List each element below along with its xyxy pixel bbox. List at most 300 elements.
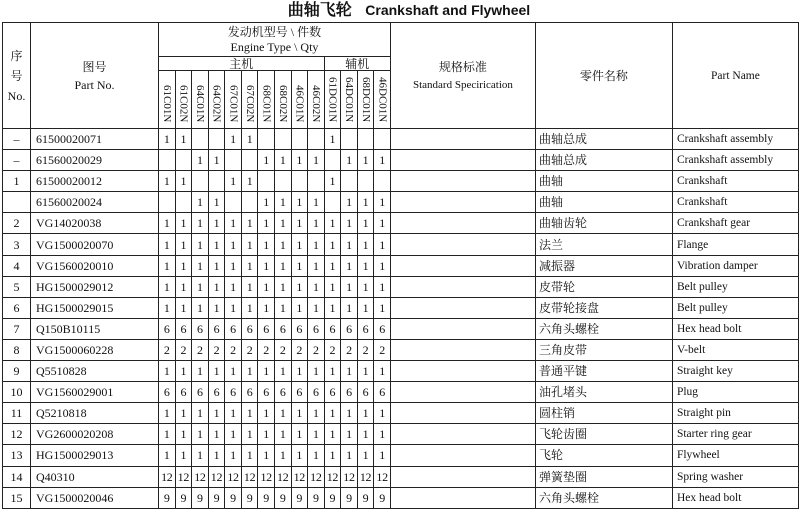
qty-cell: 1 — [208, 297, 225, 318]
qty-cell — [192, 129, 209, 150]
qty-cell: 1 — [225, 234, 242, 255]
engine-type-header — [175, 71, 192, 129]
qty-cell: 1 — [374, 403, 391, 424]
engine-type-label: 61DC01N — [326, 76, 339, 122]
qty-cell: 1 — [175, 234, 192, 255]
qty-cell: 6 — [208, 318, 225, 339]
qty-cell: 1 — [357, 297, 374, 318]
part-number: Q40310 — [31, 466, 159, 487]
qty-cell: 1 — [192, 445, 209, 466]
qty-cell: 1 — [225, 255, 242, 276]
part-name-cn: 三角皮带 — [535, 339, 672, 360]
qty-cell: 12 — [291, 466, 308, 487]
qty-cell: 12 — [159, 466, 176, 487]
qty-cell: 1 — [208, 424, 225, 445]
qty-cell: 1 — [241, 424, 258, 445]
qty-cell: 1 — [324, 234, 341, 255]
part-number: VG1500020070 — [31, 234, 159, 255]
qty-cell: 2 — [274, 339, 291, 360]
qty-cell: 9 — [374, 487, 391, 508]
qty-cell: 1 — [225, 276, 242, 297]
qty-cell: 6 — [308, 382, 325, 403]
part-name-cn: 皮带轮接盘 — [535, 297, 672, 318]
qty-cell — [357, 171, 374, 192]
spec-cell — [390, 276, 535, 297]
row-no: 5 — [3, 276, 31, 297]
qty-cell: 1 — [291, 255, 308, 276]
qty-cell: 1 — [357, 150, 374, 171]
qty-cell: 1 — [308, 297, 325, 318]
qty-cell — [258, 171, 275, 192]
qty-cell: 6 — [341, 318, 358, 339]
header-part-name-cn: 零件名称 — [535, 23, 672, 129]
part-name-cn: 曲轴 — [535, 171, 672, 192]
qty-cell: 1 — [225, 129, 242, 150]
part-number: HG1500029012 — [31, 276, 159, 297]
qty-cell: 1 — [159, 361, 176, 382]
table-row — [3, 403, 799, 424]
qty-cell: 6 — [357, 382, 374, 403]
row-no: – — [3, 150, 31, 171]
qty-cell: 1 — [225, 445, 242, 466]
row-no: 6 — [3, 297, 31, 318]
header-no — [3, 23, 31, 129]
qty-cell: 1 — [357, 276, 374, 297]
part-name-en: Straight key — [672, 361, 798, 382]
spec-cell — [390, 339, 535, 360]
part-name-en: Spring washer — [672, 466, 798, 487]
engine-type-label: 61C01N — [161, 84, 173, 122]
qty-cell: 2 — [241, 339, 258, 360]
qty-cell: 1 — [357, 361, 374, 382]
header-engine-type-cn: 发动机型号 \ 件数 — [227, 24, 322, 39]
qty-cell: 1 — [324, 445, 341, 466]
part-number: HG1500029015 — [31, 297, 159, 318]
qty-cell: 1 — [341, 192, 358, 213]
engine-type-label: 64C02N — [210, 84, 223, 122]
qty-cell: 1 — [258, 445, 275, 466]
qty-cell: 1 — [291, 150, 308, 171]
part-name-cn: 弹簧垫圈 — [535, 466, 672, 487]
spec-cell — [390, 150, 535, 171]
part-name-en: Hex head bolt — [672, 487, 798, 508]
table-row — [3, 192, 799, 213]
qty-cell: 1 — [258, 192, 275, 213]
table-row — [3, 297, 799, 318]
qty-cell: 1 — [192, 361, 209, 382]
qty-cell: 1 — [258, 403, 275, 424]
qty-cell — [274, 129, 291, 150]
qty-cell: 12 — [175, 466, 192, 487]
table-body — [3, 129, 799, 509]
qty-cell: 1 — [159, 234, 176, 255]
qty-cell: 1 — [159, 276, 176, 297]
qty-cell: 1 — [175, 129, 192, 150]
qty-cell: 1 — [374, 361, 391, 382]
qty-cell: 1 — [258, 234, 275, 255]
part-name-cn: 六角头螺栓 — [535, 487, 672, 508]
qty-cell: 2 — [374, 339, 391, 360]
part-name-en: Plug — [672, 382, 798, 403]
spec-cell — [390, 382, 535, 403]
engine-type-label: 64C01N — [194, 84, 207, 122]
qty-cell: 12 — [374, 466, 391, 487]
table-row — [3, 213, 799, 234]
part-number: VG1500020046 — [31, 487, 159, 508]
spec-cell — [390, 171, 535, 192]
qty-cell: 1 — [274, 234, 291, 255]
qty-cell: 1 — [258, 361, 275, 382]
qty-cell: 1 — [324, 171, 341, 192]
qty-cell: 9 — [159, 487, 176, 508]
table-row — [3, 129, 799, 150]
part-name-cn: 曲轴 — [535, 192, 672, 213]
part-name-en: Straight pin — [672, 403, 798, 424]
qty-cell — [324, 192, 341, 213]
qty-cell: 9 — [341, 487, 358, 508]
table-row — [3, 339, 799, 360]
qty-cell: 12 — [324, 466, 341, 487]
qty-cell: 6 — [274, 382, 291, 403]
qty-cell: 9 — [291, 487, 308, 508]
qty-cell: 2 — [208, 339, 225, 360]
qty-cell: 1 — [291, 192, 308, 213]
qty-cell: 9 — [258, 487, 275, 508]
qty-cell: 6 — [291, 382, 308, 403]
part-name-cn: 曲轴总成 — [535, 129, 672, 150]
engine-type-label: 46C02N — [310, 84, 323, 122]
qty-cell: 1 — [241, 276, 258, 297]
qty-cell — [357, 129, 374, 150]
table-row — [3, 318, 799, 339]
qty-cell: 1 — [258, 276, 275, 297]
engine-type-label: 67C02N — [243, 84, 256, 122]
part-name-cn: 皮带轮 — [535, 276, 672, 297]
qty-cell: 1 — [357, 424, 374, 445]
qty-cell: 1 — [175, 424, 192, 445]
table-row — [3, 255, 799, 276]
part-number: VG2600020208 — [31, 424, 159, 445]
qty-cell: 1 — [291, 234, 308, 255]
qty-cell: 1 — [225, 171, 242, 192]
part-name-en: Flywheel — [672, 445, 798, 466]
qty-cell: 9 — [175, 487, 192, 508]
part-name-cn: 圆柱销 — [535, 403, 672, 424]
qty-cell: 1 — [357, 234, 374, 255]
qty-cell: 1 — [308, 424, 325, 445]
qty-cell: 9 — [324, 487, 341, 508]
part-name-cn: 减振器 — [535, 255, 672, 276]
qty-cell: 1 — [175, 445, 192, 466]
qty-cell: 1 — [241, 255, 258, 276]
qty-cell: 1 — [308, 213, 325, 234]
part-name-en: Crankshaft assembly — [672, 129, 798, 150]
part-number: VG1500060228 — [31, 339, 159, 360]
qty-cell: 1 — [357, 192, 374, 213]
title-en: Crankshaft and Flywheel — [365, 2, 531, 18]
qty-cell: 1 — [274, 276, 291, 297]
spec-cell — [390, 255, 535, 276]
qty-cell: 6 — [225, 382, 242, 403]
qty-cell — [258, 129, 275, 150]
qty-cell: 6 — [208, 382, 225, 403]
qty-cell: 1 — [324, 255, 341, 276]
engine-type-label: 67C01N — [227, 84, 240, 122]
qty-cell: 1 — [274, 297, 291, 318]
row-no: 9 — [3, 361, 31, 382]
spec-cell — [390, 424, 535, 445]
qty-cell: 1 — [291, 424, 308, 445]
qty-cell: 1 — [225, 361, 242, 382]
qty-cell: 6 — [291, 318, 308, 339]
qty-cell: 2 — [291, 339, 308, 360]
qty-cell: 1 — [324, 297, 341, 318]
qty-cell: 1 — [324, 213, 341, 234]
qty-cell: 1 — [374, 255, 391, 276]
qty-cell: 1 — [324, 276, 341, 297]
qty-cell: 9 — [308, 487, 325, 508]
part-name-en: Hex head bolt — [672, 318, 798, 339]
row-no: 15 — [3, 487, 31, 508]
qty-cell: 1 — [324, 403, 341, 424]
qty-cell: 6 — [175, 318, 192, 339]
table-header — [3, 23, 799, 129]
header-engine-type — [159, 23, 391, 57]
qty-cell: 1 — [324, 424, 341, 445]
part-name-en: Crankshaft assembly — [672, 150, 798, 171]
qty-cell: 1 — [159, 171, 176, 192]
qty-cell: 1 — [341, 297, 358, 318]
qty-cell: 1 — [291, 403, 308, 424]
qty-cell: 1 — [341, 150, 358, 171]
qty-cell: 1 — [159, 129, 176, 150]
qty-cell: 1 — [357, 255, 374, 276]
part-name-en: Vibration damper — [672, 255, 798, 276]
qty-cell: 1 — [308, 361, 325, 382]
qty-cell: 1 — [308, 445, 325, 466]
qty-cell: 2 — [357, 339, 374, 360]
qty-cell: 1 — [357, 445, 374, 466]
row-no: 3 — [3, 234, 31, 255]
qty-cell: 1 — [241, 361, 258, 382]
qty-cell: 1 — [274, 192, 291, 213]
spec-cell — [390, 234, 535, 255]
part-number: VG1560029001 — [31, 382, 159, 403]
qty-cell: 1 — [175, 276, 192, 297]
qty-cell: 1 — [274, 403, 291, 424]
spec-cell — [390, 403, 535, 424]
header-no-en: No. — [7, 88, 26, 103]
engine-type-header — [208, 71, 225, 129]
qty-cell: 6 — [341, 382, 358, 403]
qty-cell: 1 — [192, 276, 209, 297]
qty-cell: 1 — [241, 297, 258, 318]
engine-type-header — [241, 71, 258, 129]
qty-cell: 6 — [225, 318, 242, 339]
parts-table — [2, 22, 799, 509]
part-name-cn: 飞轮齿圈 — [535, 424, 672, 445]
qty-cell: 1 — [192, 403, 209, 424]
engine-type-header — [274, 71, 291, 129]
row-no: – — [3, 129, 31, 150]
row-no: 4 — [3, 255, 31, 276]
part-number: 61500020071 — [31, 129, 159, 150]
qty-cell: 1 — [324, 361, 341, 382]
qty-cell: 1 — [192, 192, 209, 213]
part-name-en: Belt pulley — [672, 297, 798, 318]
qty-cell: 1 — [341, 361, 358, 382]
table-row — [3, 171, 799, 192]
qty-cell: 6 — [324, 382, 341, 403]
qty-cell: 6 — [308, 318, 325, 339]
qty-cell: 1 — [374, 150, 391, 171]
part-number: Q150B10115 — [31, 318, 159, 339]
qty-cell: 1 — [159, 403, 176, 424]
qty-cell — [175, 192, 192, 213]
qty-cell: 1 — [341, 445, 358, 466]
qty-cell: 9 — [192, 487, 209, 508]
row-no: 13 — [3, 445, 31, 466]
qty-cell — [291, 129, 308, 150]
qty-cell: 1 — [341, 213, 358, 234]
engine-type-header — [159, 71, 176, 129]
qty-cell: 1 — [159, 445, 176, 466]
engine-type-header — [357, 71, 374, 129]
row-no — [3, 192, 31, 213]
header-engine-type-en: Engine Type \ Qty — [230, 39, 319, 54]
qty-cell — [192, 171, 209, 192]
spec-cell — [390, 487, 535, 508]
header-spec-cn: 规格标准 — [438, 59, 487, 74]
part-number: 61560020029 — [31, 150, 159, 171]
qty-cell: 1 — [258, 255, 275, 276]
engine-type-header — [324, 71, 341, 129]
qty-cell: 6 — [374, 318, 391, 339]
qty-cell: 6 — [159, 318, 176, 339]
qty-cell: 1 — [175, 255, 192, 276]
part-number: HG1500029013 — [31, 445, 159, 466]
qty-cell: 1 — [308, 255, 325, 276]
header-part-no-en: Part No. — [74, 77, 115, 92]
qty-cell: 1 — [208, 361, 225, 382]
qty-cell: 6 — [192, 318, 209, 339]
qty-cell — [225, 192, 242, 213]
qty-cell: 1 — [274, 361, 291, 382]
engine-type-label: 46DC01N — [376, 76, 389, 122]
spec-cell — [390, 297, 535, 318]
spec-cell — [390, 361, 535, 382]
qty-cell: 2 — [192, 339, 209, 360]
qty-cell: 1 — [175, 403, 192, 424]
qty-cell: 1 — [225, 424, 242, 445]
part-number: 61500020012 — [31, 171, 159, 192]
part-name-en: Starter ring gear — [672, 424, 798, 445]
part-name-en: Belt pulley — [672, 276, 798, 297]
table-row — [3, 361, 799, 382]
qty-cell: 1 — [291, 276, 308, 297]
qty-cell: 1 — [159, 297, 176, 318]
qty-cell: 6 — [357, 318, 374, 339]
qty-cell: 1 — [324, 129, 341, 150]
row-no: 8 — [3, 339, 31, 360]
row-no: 7 — [3, 318, 31, 339]
qty-cell: 6 — [192, 382, 209, 403]
qty-cell: 1 — [192, 213, 209, 234]
qty-cell: 6 — [159, 382, 176, 403]
engine-type-label: 68C02N — [276, 84, 289, 122]
qty-cell: 6 — [258, 318, 275, 339]
qty-cell: 1 — [225, 213, 242, 234]
qty-cell: 9 — [274, 487, 291, 508]
table-row — [3, 466, 799, 487]
qty-cell: 1 — [258, 424, 275, 445]
qty-cell: 1 — [192, 424, 209, 445]
qty-cell: 1 — [208, 445, 225, 466]
title-cn: 曲轴飞轮 — [287, 2, 352, 19]
qty-cell: 6 — [241, 382, 258, 403]
qty-cell: 1 — [192, 150, 209, 171]
row-no: 11 — [3, 403, 31, 424]
qty-cell: 12 — [357, 466, 374, 487]
qty-cell: 6 — [324, 318, 341, 339]
table-row — [3, 276, 799, 297]
engine-type-label: 68C01N — [260, 84, 273, 122]
engine-type-header — [291, 71, 308, 129]
table-row — [3, 445, 799, 466]
qty-cell: 1 — [357, 403, 374, 424]
engine-type-label: 46C01N — [293, 84, 306, 122]
qty-cell — [308, 129, 325, 150]
qty-cell: 1 — [159, 424, 176, 445]
qty-cell — [159, 192, 176, 213]
row-no: 2 — [3, 213, 31, 234]
qty-cell: 1 — [208, 150, 225, 171]
engine-type-header — [341, 71, 358, 129]
qty-cell: 1 — [208, 255, 225, 276]
spec-cell — [390, 213, 535, 234]
qty-cell: 1 — [208, 213, 225, 234]
qty-cell: 1 — [208, 276, 225, 297]
qty-cell: 2 — [324, 339, 341, 360]
qty-cell: 12 — [341, 466, 358, 487]
qty-cell: 6 — [374, 382, 391, 403]
qty-cell: 1 — [175, 297, 192, 318]
qty-cell: 9 — [225, 487, 242, 508]
part-number: 61560020024 — [31, 192, 159, 213]
qty-cell — [341, 171, 358, 192]
qty-cell: 1 — [225, 403, 242, 424]
qty-cell: 1 — [274, 424, 291, 445]
header-spec-en: Standard Specirication — [412, 78, 513, 91]
spec-cell — [390, 318, 535, 339]
qty-cell: 1 — [241, 213, 258, 234]
qty-cell: 1 — [192, 234, 209, 255]
qty-cell: 1 — [274, 445, 291, 466]
part-name-cn: 飞轮 — [535, 445, 672, 466]
qty-cell: 12 — [274, 466, 291, 487]
qty-cell: 1 — [374, 276, 391, 297]
header-spec — [390, 23, 535, 129]
spec-cell — [390, 192, 535, 213]
header-no-cn: 序号 — [10, 48, 23, 83]
engine-type-label: 68DC01N — [359, 76, 372, 122]
header-part-no — [31, 23, 159, 129]
part-number: VG1560020010 — [31, 255, 159, 276]
qty-cell: 1 — [258, 150, 275, 171]
qty-cell: 1 — [208, 403, 225, 424]
qty-cell: 1 — [241, 403, 258, 424]
page-title — [0, 0, 800, 22]
